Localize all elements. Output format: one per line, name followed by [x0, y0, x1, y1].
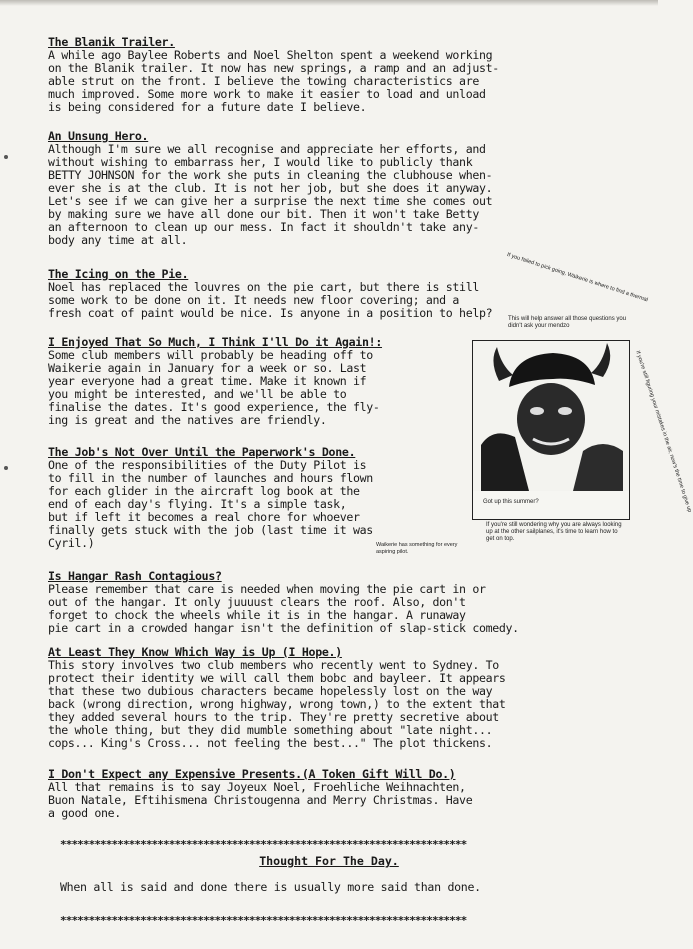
- text-line: cops... King's Cross... not feeling the best..." The plot thickens.: [48, 736, 493, 750]
- photo-side-text: If you're still figuring your mistakes in the air, now's the time to give up: [634, 350, 693, 514]
- photo-caption-small: Waikerie has something for every aspiring pilot.: [376, 542, 458, 555]
- text-line: Waikerie again in January for a week or so. Last: [48, 361, 367, 375]
- separator-stars: ***********************************************************************: [60, 914, 467, 927]
- section-title: At Least They Know Which Way is Up (I Hope.): [48, 645, 342, 659]
- thought-title: Thought For The Day.: [259, 854, 399, 868]
- text-line: able strut on the front. I believe the towing characteristics are: [48, 74, 479, 88]
- section-expensive-presents: [48, 768, 616, 820]
- text-line: much improved. Some more work to make it easier to load and unload: [48, 87, 486, 101]
- section-title: The Job's Not Over Until the Paperwork's Done.: [48, 445, 356, 459]
- thought-text: When all is said and done there is usually more said than done.: [60, 880, 481, 894]
- text-line: they added several hours to the trip. They're pretty secretive about: [48, 710, 499, 724]
- section-title: I Enjoyed That So Much, I Think I'll Do it Again!:: [48, 335, 383, 349]
- text-line: by making sure we have all done our bit. Then it won't take Betty: [48, 207, 479, 221]
- text-line: an afternoon to clean up our mess. In fact it shouldn't take any-: [48, 220, 479, 234]
- text-line: pie cart in a crowded hangar isn't the definition of slap-stick comedy.: [48, 621, 519, 635]
- text-line: end of each day's flying. It's a simple task,: [48, 497, 347, 511]
- section-icing-on-the-pie: [48, 268, 616, 320]
- text-line: ever she is at the club. It is not her job, but she does it anyway.: [48, 181, 493, 195]
- margin-dot: [4, 155, 8, 159]
- text-line: Let's see if we can give her a surprise the next time she comes out: [48, 194, 493, 208]
- text-line: year everyone had a great time. Make it known if: [48, 374, 367, 388]
- photo-caption-bottom: If you're still wondering why you are always looking up at the other sailplanes, it's time to learn how to get on top.: [486, 522, 622, 542]
- text-line: Cyril.): [48, 536, 95, 550]
- section-title: I Don't Expect any Expensive Presents.(A Token Gift Will Do.): [48, 767, 456, 781]
- text-line: forget to chock the wheels while it is in the hangar. A runaway: [48, 608, 466, 622]
- text-line: a good one.: [48, 806, 121, 820]
- photo-caption-top: This will help answer all those questions you didn't ask your mendzo: [508, 316, 627, 329]
- text-line: fresh coat of paint would be nice. Is anyone in a position to help?: [48, 306, 493, 320]
- text-line: but if left it becomes a real chore for whoever: [48, 510, 360, 524]
- text-line: A while ago Baylee Roberts and Noel Shelton spent a weekend working: [48, 48, 493, 62]
- section-title: An Unsung Hero.: [48, 129, 149, 143]
- text-line: on the Blanik trailer. It now has new springs, a ramp and an adjust-: [48, 61, 499, 75]
- section-hangar-rash: [48, 570, 616, 635]
- text-line: All that remains is to say Joyeux Noel, Froehliche Weihnachten,: [48, 780, 466, 794]
- text-line: Noel has replaced the louvres on the pie cart, but there is still: [48, 280, 479, 294]
- photo-frame: [472, 340, 630, 520]
- section-unsung-hero: [48, 130, 616, 247]
- text-line: BETTY JOHNSON for the work she puts in cleaning the clubhouse when-: [48, 168, 493, 182]
- text-line: protect their identity we will call them bobc and bayleer. It appears: [48, 671, 506, 685]
- text-line: body any time at all.: [48, 233, 188, 247]
- text-line: Although I'm sure we all recognise and appreciate her efforts, and: [48, 142, 486, 156]
- text-line: some work to be done on it. It needs new floor covering; and a: [48, 293, 460, 307]
- section-enjoyed-that: [48, 336, 468, 427]
- text-line: is being considered for a future date I believe.: [48, 100, 367, 114]
- text-line: ing is great and the natives are friendly.: [48, 413, 327, 427]
- text-line: finalise the dates. It's good experience, the fly-: [48, 400, 380, 414]
- margin-dot: [4, 466, 8, 470]
- text-line: finally gets stuck with the job (last time it was: [48, 523, 373, 537]
- text-line: that these two dubious characters became hopelessly lost on the way: [48, 684, 493, 698]
- section-blanik-trailer: [48, 36, 616, 114]
- section-title: The Blanik Trailer.: [48, 35, 175, 49]
- text-line: without wishing to embarrass her, I would like to publicly thank: [48, 155, 473, 169]
- section-title: The Icing on the Pie.: [48, 267, 189, 281]
- slanted-note: If you failed to pick going, Waikerie is where to find a thermal: [506, 252, 649, 304]
- text-line: Buon Natale, Eftihismena Christougenna and Merry Christmas. Have: [48, 793, 473, 807]
- separator-stars: ***********************************************************************: [60, 838, 467, 851]
- pilot-photo: [473, 341, 629, 491]
- text-line: you might be interested, and we'll be able to: [48, 387, 347, 401]
- section-title: Is Hangar Rash Contagious?: [48, 569, 222, 583]
- text-line: back (wrong direction, wrong highway, wrong town,) to the extent that: [48, 697, 506, 711]
- photo-caption-inner: Got up this summer?: [483, 499, 539, 505]
- section-which-way-is-up: [48, 646, 616, 750]
- text-line: This story involves two club members who recently went to Sydney. To: [48, 658, 499, 672]
- text-line: One of the responsibilities of the Duty Pilot is: [48, 458, 367, 472]
- section-paperwork: [48, 446, 468, 550]
- text-line: the whole thing, but they did mumble something about "late night...: [48, 723, 493, 737]
- text-line: Some club members will probably be heading off to: [48, 348, 373, 362]
- text-line: for each glider in the aircraft log book at the: [48, 484, 360, 498]
- text-line: Please remember that care is needed when moving the pie cart in or: [48, 582, 486, 596]
- text-line: out of the hangar. It only juuuust clears the roof. Also, don't: [48, 595, 466, 609]
- text-line: to fill in the number of launches and hours flown: [48, 471, 373, 485]
- page-top-shadow: [0, 0, 658, 6]
